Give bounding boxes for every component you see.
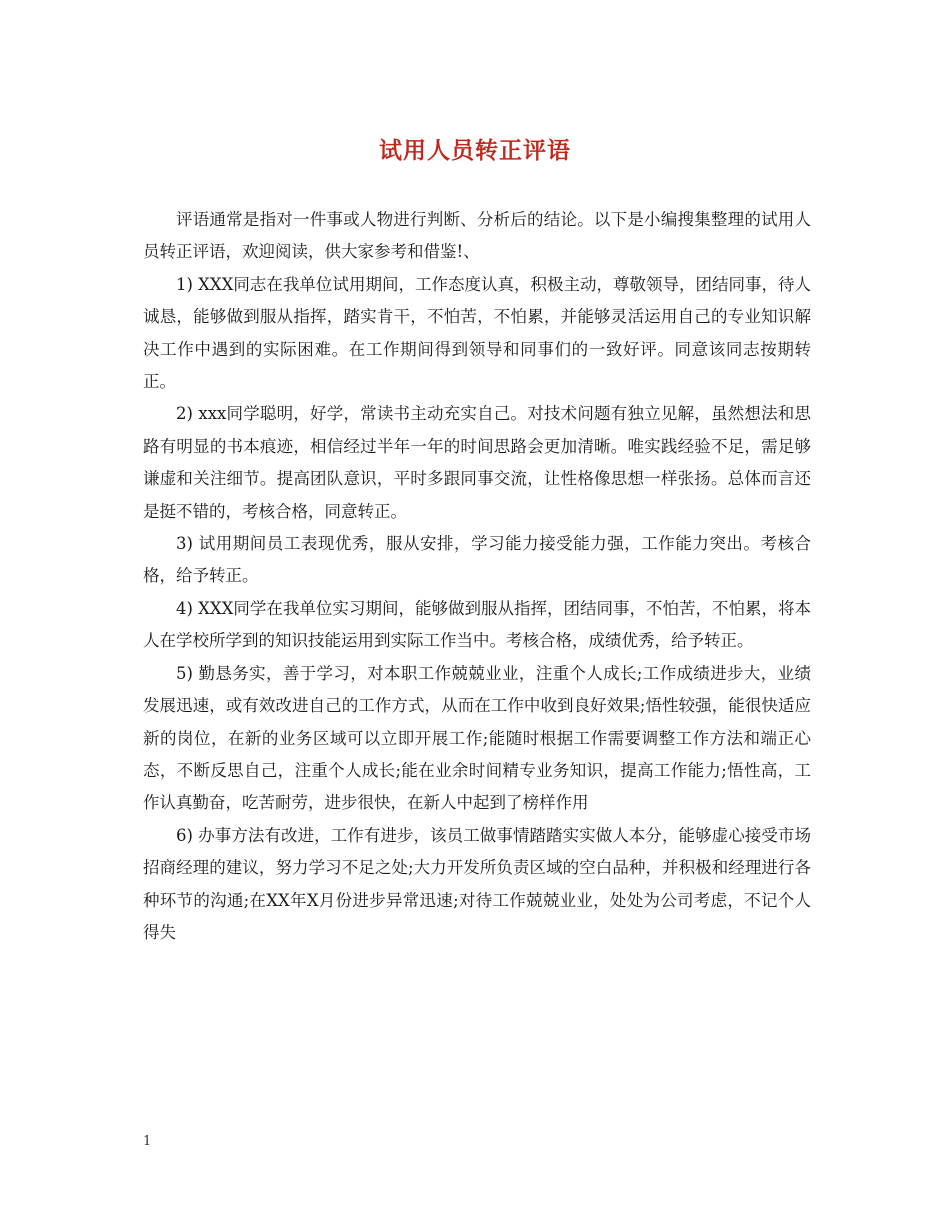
document-body xyxy=(143,204,811,949)
paragraph-item-6: 6) 办事方法有改进，工作有进步，该员工做事情踏踏实实做人本分，能够虚心接受市场招商经理的建议，努力学习不足之处;大力开发所负责区域的空白品种，并积极和经理进行各种环节的沟通;在XX年X月份进步异常迅速;对待工作兢兢业业，处处为公司考虑，不记个人得失 xyxy=(143,825,811,942)
paragraph-item-1: 1) XXX同志在我单位试用期间，工作态度认真，积极主动，尊敬领导，团结同事，待人诚恳，能够做到服从指挥，踏实肯干，不怕苦，不怕累，并能够灵活运用自己的专业知识解决工作中遇到的实际困难。在工作期间得到领导和同事们的一致好评。同意该同志按期转正。 xyxy=(143,274,811,392)
paragraph-item-5: 5) 勤恳务实，善于学习，对本职工作兢兢业业，注重个人成长;工作成绩进步大，业绩发展迅速，或有效改进自己的工作方式，从而在工作中收到良好效果;悟性较强，能很快适应新的岗位，在新的业务区域可以立即开展工作;能随时根据工作需要调整工作方法和端正心态，不断反思自己，注重个人成长;能在业余时间精专业务知识，提高工作能力;悟性高，工作认真勤奋，吃苦耐劳，进步很快，在新人中起到了榜样作用 xyxy=(143,663,811,813)
document-title: 试用人员转正评语 xyxy=(379,137,571,164)
paragraph-item-3: 3) 试用期间员工表现优秀，服从安排，学习能力接受能力强，工作能力突出。考核合格，给予转正。 xyxy=(143,534,811,586)
paragraph-intro: 评语通常是指对一件事或人物进行判断、分析后的结论。以下是小编搜集整理的试用人员转正评语，欢迎阅读，供大家参考和借鉴!、 xyxy=(143,210,811,262)
page-number: 1 xyxy=(143,1134,152,1149)
paragraph-item-4: 4) XXX同学在我单位实习期间，能够做到服从指挥，团结同事，不怕苦，不怕累，将本人在学校所学到的知识技能运用到实际工作当中。考核合格，成绩优秀，给予转正。 xyxy=(143,598,811,651)
paragraph-item-2: 2) xxx同学聪明，好学，常读书主动充实自己。对技术问题有独立见解，虽然想法和思路有明显的书本痕迹，相信经过半年一年的时间思路会更加清晰。唯实践经验不足，需足够谦虚和关注细节。提高团队意识，平时多跟同事交流，让性格像思想一样张扬。总体而言还是挺不错的，考核合格，同意转正。 xyxy=(143,404,811,521)
